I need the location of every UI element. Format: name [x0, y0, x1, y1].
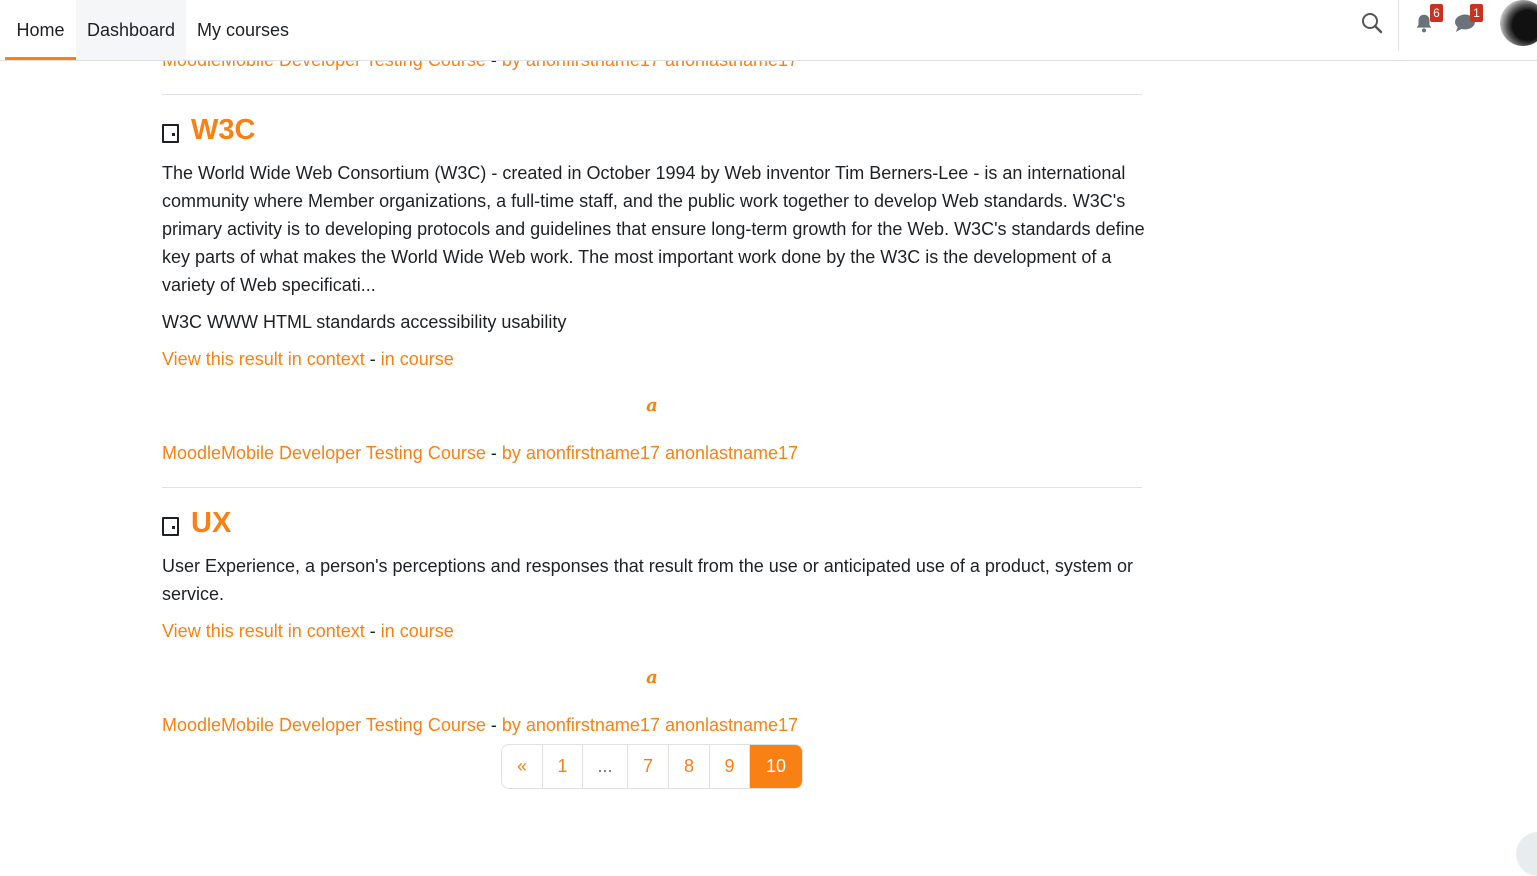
result-title-w3c[interactable] [162, 114, 255, 147]
separator: - [485, 443, 502, 463]
navbar-divider [1398, 0, 1399, 50]
in-course-link[interactable]: in course [380, 349, 454, 369]
result-description: The World Wide Web Consortium (W3C) - created in October 1994 by Web inventor Tim Berners-Lee - is an international community where Member organizations, a full-time staff, and the public work together to develop Web standards. W3C's primary activity is to developing protocols and guidelines that ensure long-term growth for the Web. W3C's standards define key parts of what makes the World Wide Web work. The most important work done by the W3C is the development of a variety of Web specificati... [162, 163, 1145, 295]
page-icon [162, 124, 179, 143]
pagination-page-10[interactable]: 10 [750, 745, 802, 788]
notification-count-badge: 6 [1430, 4, 1443, 22]
result-divider [162, 487, 1142, 488]
math-formula: a [646, 667, 658, 688]
result-title-text[interactable]: W3C [191, 114, 256, 146]
result-title-text[interactable]: UX [191, 507, 232, 539]
result-course-line [162, 712, 798, 738]
result-keywords: W3C WWW HTML standards accessibility usability [162, 312, 567, 332]
tab-dashboard[interactable]: Dashboard [76, 0, 186, 60]
result-context-line [162, 618, 454, 644]
message-count-badge: 1 [1470, 4, 1483, 22]
result-title-ux[interactable] [162, 507, 231, 540]
view-in-context-link[interactable]: View this result in context [162, 349, 365, 369]
view-in-context-link[interactable]: View this result in context [162, 621, 365, 641]
tab-my-courses[interactable]: My courses [196, 19, 290, 40]
pagination-page-8[interactable]: 8 [669, 745, 710, 788]
pagination-ellipsis: ... [583, 745, 628, 788]
page-icon [162, 517, 179, 536]
author-link[interactable]: by anonfirstname17 anonlastname17 [501, 715, 799, 735]
math-formula: a [646, 395, 658, 416]
top-navbar [0, 0, 1537, 61]
search-icon[interactable] [1357, 8, 1387, 38]
separator: - [364, 349, 381, 369]
tab-home[interactable]: Home [5, 0, 76, 60]
footer-help-button[interactable] [1516, 832, 1537, 876]
result-context-line [162, 346, 454, 372]
pagination [501, 744, 803, 789]
user-avatar[interactable] [1500, 0, 1537, 46]
pagination-prev[interactable]: « [502, 745, 543, 788]
pagination-page-7[interactable]: 7 [628, 745, 669, 788]
in-course-link[interactable]: in course [380, 621, 454, 641]
separator: - [485, 715, 502, 735]
pagination-page-9[interactable]: 9 [710, 745, 750, 788]
separator: - [364, 621, 381, 641]
course-link[interactable]: MoodleMobile Developer Testing Course [162, 443, 486, 463]
result-divider [162, 94, 1142, 95]
pagination-page-1[interactable]: 1 [543, 745, 583, 788]
author-link[interactable]: by anonfirstname17 anonlastname17 [501, 443, 799, 463]
course-link[interactable]: MoodleMobile Developer Testing Course [162, 715, 486, 735]
result-description: User Experience, a person's perceptions and responses that result from the use or anticipated use of a product, system or service. [162, 556, 1133, 604]
result-course-line [162, 440, 798, 466]
